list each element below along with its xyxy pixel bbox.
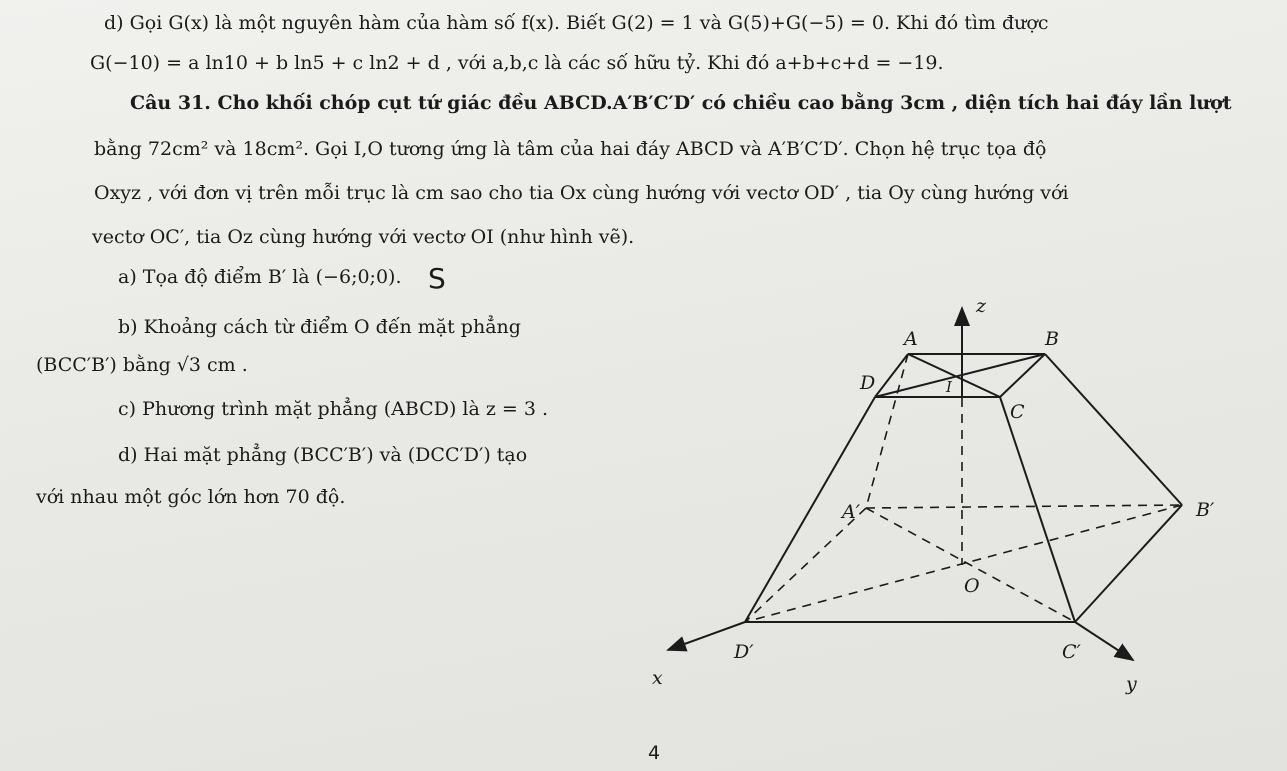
item-d-line-2: với nhau một góc lớn hơn 70 độ.: [36, 486, 346, 508]
label-C1: C′: [1062, 641, 1081, 663]
doc-line-6: vectơ OC′, tia Oz cùng hướng với vectơ OI (như hình vẽ).: [92, 226, 635, 248]
page-number: 4: [648, 742, 661, 764]
label-D: D: [860, 372, 876, 394]
item-b-line-1: b) Khoảng cách từ điểm O đến mặt phẳng: [118, 316, 521, 338]
edge-BB1: [1045, 354, 1182, 505]
label-C: C: [1010, 401, 1025, 423]
edge-CC1: [1000, 397, 1075, 622]
axis-y: [1075, 622, 1133, 660]
top-diag-BD: [875, 354, 1045, 397]
label-D1: D′: [734, 641, 754, 663]
doc-line-2: G(−10) = a ln10 + b ln5 + c ln2 + d , với a,b,c là các số hữu tỷ. Khi đó a+b+c+d = −19.: [90, 52, 944, 74]
label-y: y: [1126, 673, 1137, 695]
item-d-line-1: d) Hai mặt phẳng (BCC′B′) và (DCC′D′) tạo: [118, 444, 528, 466]
handwritten-mark: S: [428, 262, 446, 295]
edge-A1D1: [745, 508, 866, 622]
item-c: c) Phương trình mặt phẳng (ABCD) là z = 3 .: [118, 398, 549, 420]
doc-line-4: bằng 72cm² và 18cm². Gọi I,O tương ứng là tâm của hai đáy ABCD và A′B′C′D′. Chọn hệ trục tọa độ: [94, 138, 1047, 160]
label-A1: A′: [842, 501, 861, 523]
label-O: O: [964, 575, 980, 597]
label-A: A: [904, 328, 918, 350]
doc-line-1: d) Gọi G(x) là một nguyên hàm của hàm số f(x). Biết G(2) = 1 và G(5)+G(−5) = 0. Khi đó tìm được: [104, 12, 1049, 34]
edge-A1B1: [866, 505, 1182, 508]
doc-line-3: Câu 31. Cho khối chóp cụt tứ giác đều ABCD.A′B′C′D′ có chiều cao bằng 3cm , diện tích hai đáy lần lượt: [130, 92, 1232, 114]
label-x: x: [652, 667, 663, 689]
doc-line-5: Oxyz , với đơn vị trên mỗi trục là cm sao cho tia Ox cùng hướng với vectơ OD′ , tia Oy cùng hướng với: [94, 182, 1069, 204]
item-b-line-2: (BCC′B′) bằng √3 cm .: [36, 354, 248, 376]
label-z: z: [976, 295, 987, 317]
label-I: I: [946, 378, 952, 396]
label-B: B: [1045, 328, 1059, 350]
edge-C1B1: [1075, 505, 1182, 622]
bottom-diag-B1D1: [745, 505, 1182, 622]
item-a: a) Tọa độ điểm B′ là (−6;0;0).: [118, 266, 402, 288]
top-diag-AC: [908, 354, 1000, 397]
label-B1: B′: [1196, 499, 1215, 521]
